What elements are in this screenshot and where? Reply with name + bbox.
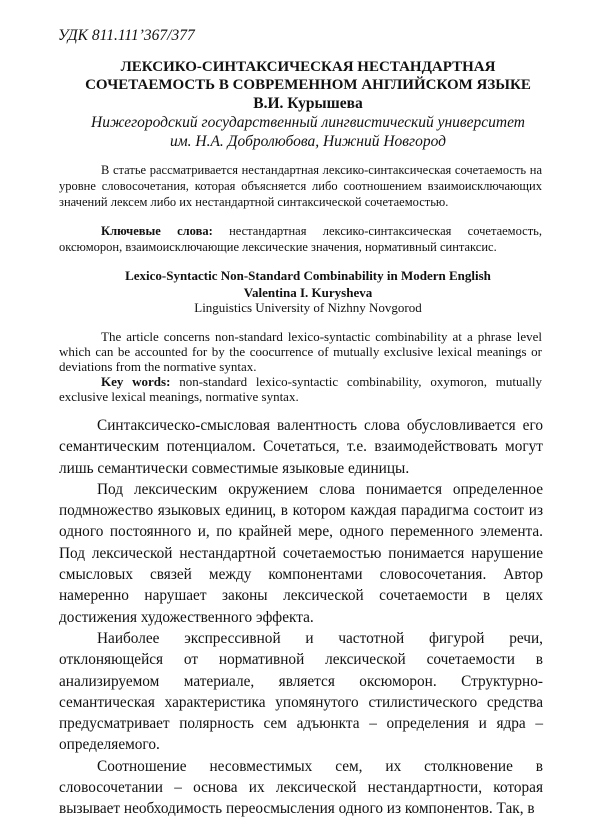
- author-en: Valentina I. Kurysheva: [243, 284, 373, 300]
- abstract-en: The article concerns non-standard lexico-syntactic combinability at a phrase level which can be accounted for by the coocurrence of mutually exclusive lexical meanings or deviations from the normative syntax.: [59, 329, 542, 374]
- title-ru-line-1: ЛЕКСИКО-СИНТАКСИЧЕСКАЯ НЕСТАНДАРТНАЯ: [120, 59, 496, 75]
- author-ru: В.И. Курышева: [253, 95, 363, 112]
- keywords-en-text: non-standard lexico-syntactic combinability, oxymoron, mutually exclusive lexical meanings, normative syntax.: [59, 374, 542, 404]
- affiliation-en: Linguistics University of Nizhny Novgorod: [194, 300, 422, 315]
- body-text: [59, 415, 543, 820]
- keywords-ru-label: Ключевые слова:: [101, 224, 213, 238]
- title-ru: [40, 59, 576, 94]
- keywords-en: [59, 374, 542, 404]
- keywords-ru: [59, 224, 542, 256]
- title-en-block: [40, 268, 576, 301]
- body-paragraph: Синтаксическо-смысловая валентность слова обусловливается его семантическим потенциалом. Сочетаться, т.е. взаимодействовать могут лишь семантически совместимые языковые единицы.: [59, 417, 543, 477]
- body-paragraph: Соотношение несовместимых сем, их столкновение в словосочетании – основа их лексической нестандартности, которая вызывает необходимость переосмысления одного из компонентов. Так, в: [59, 757, 543, 818]
- affiliation-ru: [40, 113, 576, 151]
- body-paragraph: Наиболее экспрессивной и частотной фигурой речи, отклоняющейся от нормативной лексической сочетаемости в анализируемом материале, является оксюморон. Структурно-семантическая характеристика упомянутого стилистического средства предусматривает полярность сем адъюнкта – определения и ядра – определяемого.: [59, 629, 543, 754]
- udk-code: УДК 811.111’367/377: [58, 27, 195, 44]
- affiliation-ru-line-1: Нижегородский государственный лингвистический университет: [91, 114, 525, 131]
- body-paragraph: Под лексическим окружением слова понимается определенное подмножество языковых единиц, в котором каждая парадигма состоит из одного постоянного и, по крайней мере, одного переменного элемента. Под лексической нестандартной сочетаемостью понимается нарушение смысловых связей между компонентами словосочетания. Автор намеренно нарушает законы лексической сочетаемости в целях достижения художественного эффекта.: [59, 480, 543, 626]
- keywords-en-label: Key words:: [101, 374, 171, 389]
- title-en: Lexico-Syntactic Non-Standard Combinability in Modern English: [125, 268, 491, 283]
- abstract-ru: В статье рассматривается нестандартная лексико-синтаксическая сочетаемость на уровне словосочетания, которая объясняется либо соотношением взаимоисключающих значений лексем либо их нестандартной синтаксической сочетаемостью.: [59, 163, 542, 209]
- title-ru-line-2: СОЧЕТАЕМОСТЬ В СОВРЕМЕННОМ АНГЛИЙСКОМ ЯЗЫКЕ: [85, 76, 531, 93]
- keywords-ru-text: нестандартная лексико-синтаксическая сочетаемость, оксюморон, взаимоисключающие лексические значения, нормативный синтаксис.: [59, 224, 542, 254]
- affiliation-ru-line-2: им. Н.А. Добролюбова, Нижний Новгород: [170, 133, 446, 150]
